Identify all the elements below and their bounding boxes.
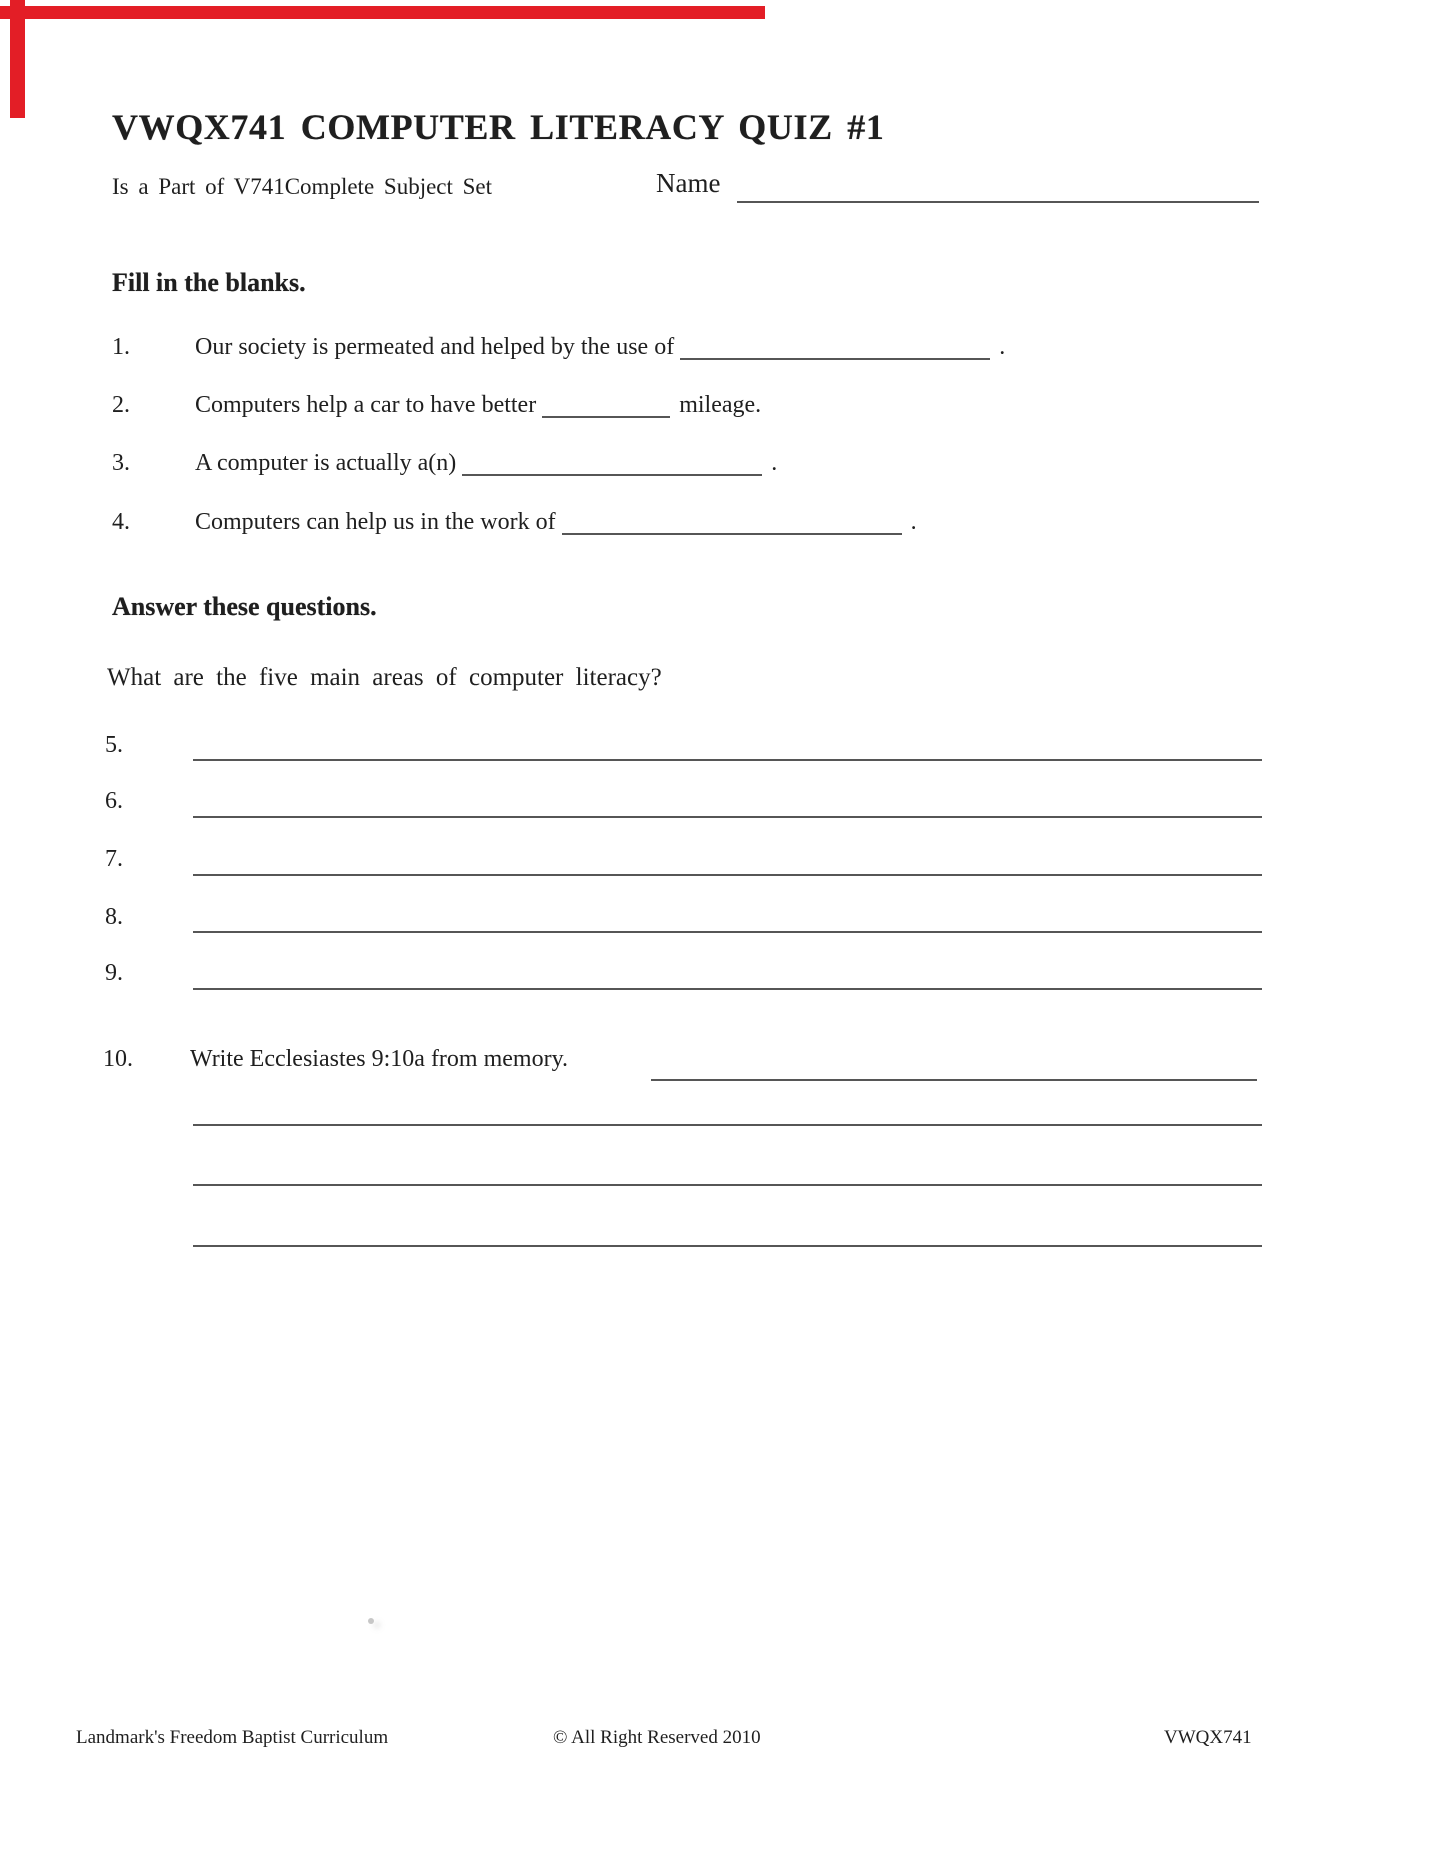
question-text: Our society is permeated and helped by the use of [195,334,675,360]
scan-speck [368,1618,374,1624]
answer-line-9 [193,988,1262,990]
answer-line-7 [193,874,1262,876]
answer-line-10 [651,1079,1257,1081]
answer-line-6 [193,816,1262,818]
item-number-8: 8. [105,904,123,930]
question-after-text: . [910,509,917,535]
name-blank-line [737,201,1259,203]
name-label: Name [656,168,721,198]
fill-question-3 [112,444,777,477]
item-number-5: 5. [105,732,123,758]
extra-writing-line-2 [193,1184,1262,1186]
question-after-text: mileage. [679,392,762,418]
question-10-text: Write Ecclesiastes 9:10a from memory. [190,1046,569,1072]
question-after-text: . [771,450,778,476]
fill-question-2 [112,386,761,419]
red-edge-mark-vertical [10,0,25,118]
answer-blank [562,509,902,535]
answer-line-8 [193,931,1262,933]
question-text: Computers can help us in the work of [195,509,556,535]
footer-copyright: © All Right Reserved 2010 [553,1727,761,1748]
question-number: 3. [112,450,130,476]
item-number-6: 6. [105,788,123,814]
question-text: A computer is actually a(n) [195,450,457,476]
red-edge-mark-horizontal [0,6,765,19]
fill-question-1 [112,328,1005,361]
question-number: 2. [112,392,130,418]
answer-intro-question: What are the five main areas of computer literacy? [107,664,662,691]
footer-publisher: Landmark's Freedom Baptist Curriculum [76,1727,389,1748]
fill-question-4 [112,503,917,536]
item-number-9: 9. [105,960,123,986]
extra-writing-line-3 [193,1245,1262,1247]
footer-code: VWQX741 [1164,1727,1252,1748]
page-title: VWQX741 COMPUTER LITERACY QUIZ #1 [112,107,885,147]
answer-blank [462,450,762,476]
answer-blank [680,334,990,360]
section-heading-fill: Fill in the blanks. [112,268,306,297]
page-subtitle: Is a Part of V741Complete Subject Set [112,174,493,199]
question-after-text: . [999,334,1006,360]
item-number-10: 10. [103,1046,133,1072]
answer-blank [542,392,670,418]
extra-writing-line-1 [193,1124,1262,1126]
answer-line-5 [193,759,1262,761]
question-number: 4. [112,509,130,535]
section-heading-answer: Answer these questions. [112,592,377,621]
item-number-7: 7. [105,846,123,872]
question-number: 1. [112,334,130,360]
question-text: Computers help a car to have better [195,392,537,418]
